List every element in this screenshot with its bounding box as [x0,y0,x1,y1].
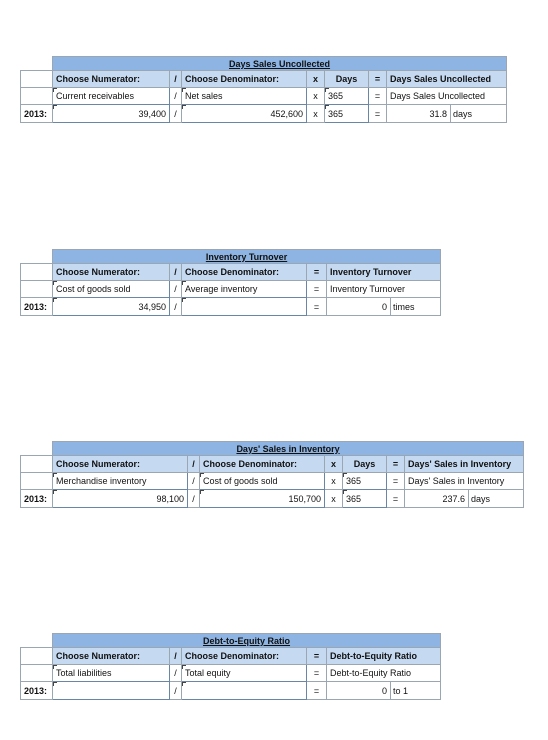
days-header: Days [343,456,387,473]
year-label: 2013: [21,490,53,508]
numerator-select[interactable]: Current receivables [53,88,170,105]
title-row [21,57,507,71]
title-row [21,442,524,456]
value-row [21,298,441,316]
result-unit: days [469,490,524,508]
label-row [21,665,441,682]
denominator-value-input[interactable]: 150,700 [200,490,325,508]
denominator-select[interactable]: Average inventory [182,281,307,298]
denominator-value-input[interactable] [182,298,307,316]
denominator-header: Choose Denominator: [182,264,307,281]
result-label: Days' Sales in Inventory [405,473,524,490]
equals-operator: = [307,665,327,682]
header-row [21,71,507,88]
year-label: 2013: [21,682,53,700]
result-header: Inventory Turnover [327,264,441,281]
year-label: 2013: [21,298,53,316]
denominator-value-input[interactable]: 452,600 [182,105,307,123]
numerator-header: Choose Numerator: [53,648,170,665]
result-header: Debt-to-Equity Ratio [327,648,441,665]
multiply-operator: x [325,456,343,473]
numerator-header: Choose Numerator: [53,456,188,473]
numerator-header: Choose Numerator: [53,264,170,281]
header-row [21,264,441,281]
equals-operator: = [387,456,405,473]
inventory-turnover-table [20,249,441,316]
result-unit: times [391,298,441,316]
denominator-select[interactable]: Cost of goods sold [200,473,325,490]
divide-operator: / [170,88,182,105]
debt-to-equity-table [20,633,441,700]
divide-operator: / [188,473,200,490]
title-row [21,634,441,648]
table-title: Days Sales Uncollected [53,57,507,71]
equals-operator: = [369,71,387,88]
label-row [21,473,524,490]
numerator-header: Choose Numerator: [53,71,170,88]
multiply-operator: x [307,105,325,123]
result-unit: days [451,105,507,123]
result-value: 31.8 [387,105,451,123]
result-header: Days' Sales in Inventory [405,456,524,473]
equals-operator: = [387,490,405,508]
divide-operator: / [170,298,182,316]
denominator-select[interactable]: Total equity [182,665,307,682]
equals-operator: = [307,298,327,316]
numerator-select[interactable]: Merchandise inventory [53,473,188,490]
numerator-value-input[interactable]: 39,400 [53,105,170,123]
days-sales-in-inventory-table [20,441,524,508]
denominator-header: Choose Denominator: [182,71,307,88]
title-row [21,250,441,264]
denominator-value-input[interactable] [182,682,307,700]
table-title: Inventory Turnover [53,250,441,264]
table-title: Days' Sales in Inventory [53,442,524,456]
denominator-header: Choose Denominator: [200,456,325,473]
days-value-input[interactable]: 365 [325,105,369,123]
label-row [21,281,441,298]
numerator-value-input[interactable]: 98,100 [53,490,188,508]
result-label: Days Sales Uncollected [387,88,507,105]
year-label: 2013: [21,105,53,123]
divide-operator: / [170,105,182,123]
multiply-operator: x [325,490,343,508]
result-value: 0 [327,298,391,316]
result-value: 237.6 [405,490,469,508]
multiply-operator: x [307,71,325,88]
numerator-select[interactable]: Total liabilities [53,665,170,682]
equals-operator: = [307,648,327,665]
header-row [21,456,524,473]
equals-operator: = [369,105,387,123]
denominator-select[interactable]: Net sales [182,88,307,105]
value-row [21,682,441,700]
numerator-value-input[interactable]: 34,950 [53,298,170,316]
multiply-operator: x [307,88,325,105]
divide-operator: / [170,264,182,281]
divide-operator: / [188,456,200,473]
multiply-operator: x [325,473,343,490]
numerator-select[interactable]: Cost of goods sold [53,281,170,298]
days-input[interactable]: 365 [343,473,387,490]
result-label: Debt-to-Equity Ratio [327,665,441,682]
denominator-header: Choose Denominator: [182,648,307,665]
equals-operator: = [307,281,327,298]
numerator-value-input[interactable] [53,682,170,700]
result-unit: to 1 [391,682,441,700]
divide-operator: / [170,682,182,700]
divide-operator: / [170,648,182,665]
equals-operator: = [387,473,405,490]
days-sales-uncollected-table [20,56,507,123]
divide-operator: / [170,281,182,298]
days-value-input[interactable]: 365 [343,490,387,508]
days-header: Days [325,71,369,88]
label-row [21,88,507,105]
value-row [21,490,524,508]
result-header: Days Sales Uncollected [387,71,507,88]
divide-operator: / [170,665,182,682]
value-row [21,105,507,123]
equals-operator: = [307,682,327,700]
result-value: 0 [327,682,391,700]
equals-operator: = [307,264,327,281]
result-label: Inventory Turnover [327,281,441,298]
days-input[interactable]: 365 [325,88,369,105]
divide-operator: / [170,71,182,88]
table-title: Debt-to-Equity Ratio [53,634,441,648]
header-row [21,648,441,665]
equals-operator: = [369,88,387,105]
divide-operator: / [188,490,200,508]
